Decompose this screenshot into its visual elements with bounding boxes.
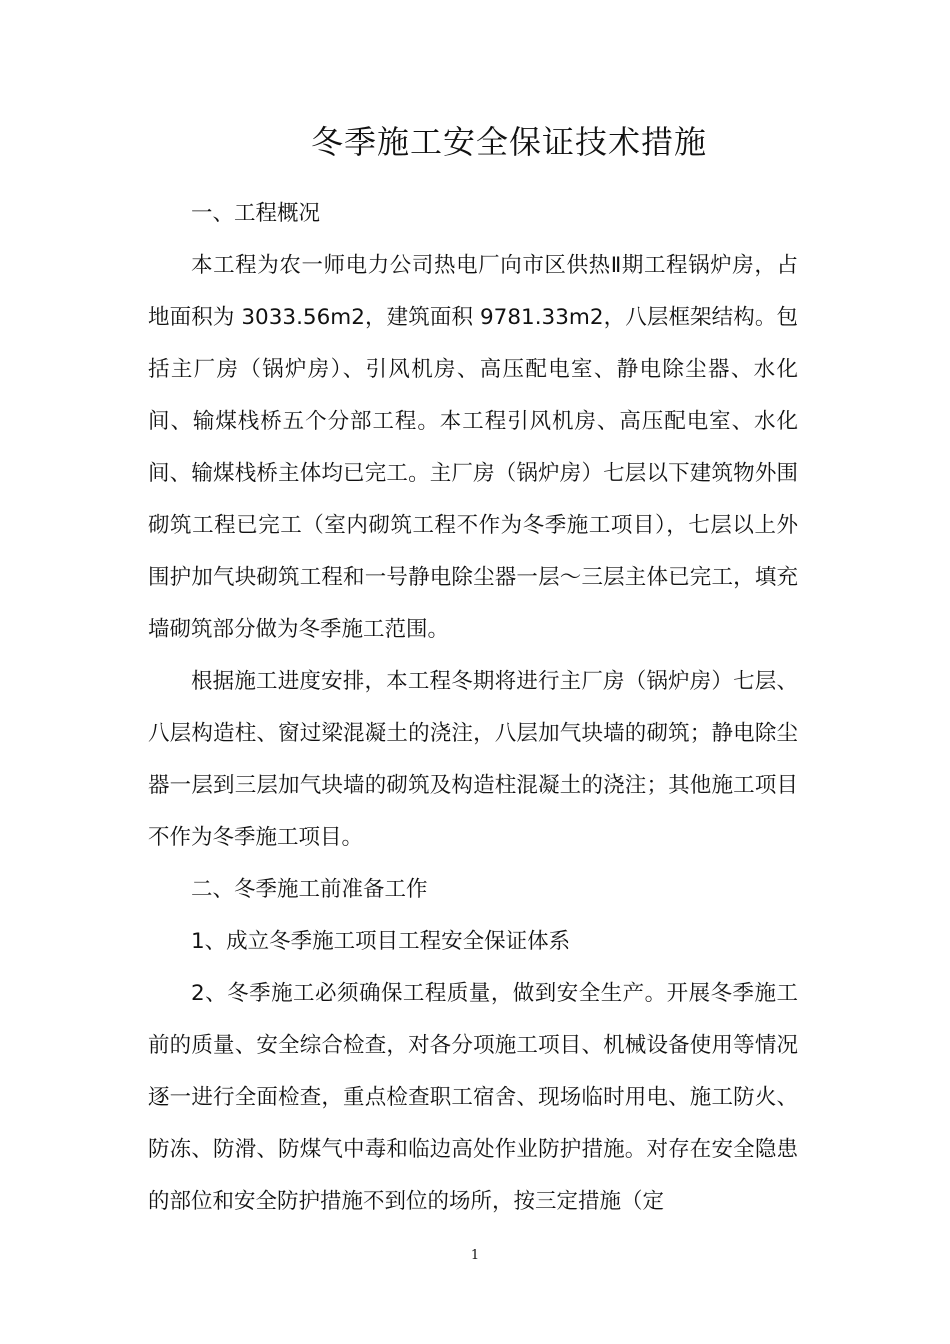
page-number: 1 <box>470 1248 480 1263</box>
paragraph-schedule: 根据施工进度安排，本工程冬期将进行主厂房（锅炉房）七层、八层构造柱、窗过梁混凝土的浇注，八层加气块墙的砌筑；静电除尘器一层到三层加气块墙的砌筑及构造柱混凝土的浇注；其他施工项目不作为冬季施工项目。 <box>148 669 798 850</box>
document-body <box>148 188 798 1228</box>
paragraph-project-overview: 本工程为农一师电力公司热电厂向市区供热Ⅱ期工程锅炉房，占地面积为 3033.56m2，建筑面积 9781.33m2，八层框架结构。包括主厂房（锅炉房）、引风机房、高压配电室、静电除尘器、水化间、输煤栈桥五个分部工程。本工程引风机房、高压配电室、水化间、输煤栈桥主体均已完工。主厂房（锅炉房）七层以下建筑物外围砌筑工程已完工（室内砌筑工程不作为冬季施工项目），七层以上外围护加气块砌筑工程和一号静电除尘器一层～三层主体已完工，填充墙砌筑部分做为冬季施工范围。 <box>148 253 798 642</box>
list-item-2: 2、冬季施工必须确保工程质量，做到安全生产。开展冬季施工前的质量、安全综合检查，对各分项施工项目、机械设备使用等情况逐一进行全面检查，重点检查职工宿舍、现场临时用电、施工防火、防冻、防滑、防煤气中毒和临边高处作业防护措施。对存在安全隐患的部位和安全防护措施不到位的场所，按三定措施（定 <box>148 981 798 1214</box>
list-item-1: 1、成立冬季施工项目工程安全保证体系 <box>191 929 571 954</box>
page-title: 冬季施工安全保证技术措施 <box>310 123 707 161</box>
section-heading-preparation: 二、冬季施工前准备工作 <box>191 877 428 902</box>
section-heading-overview: 一、工程概况 <box>191 201 321 226</box>
